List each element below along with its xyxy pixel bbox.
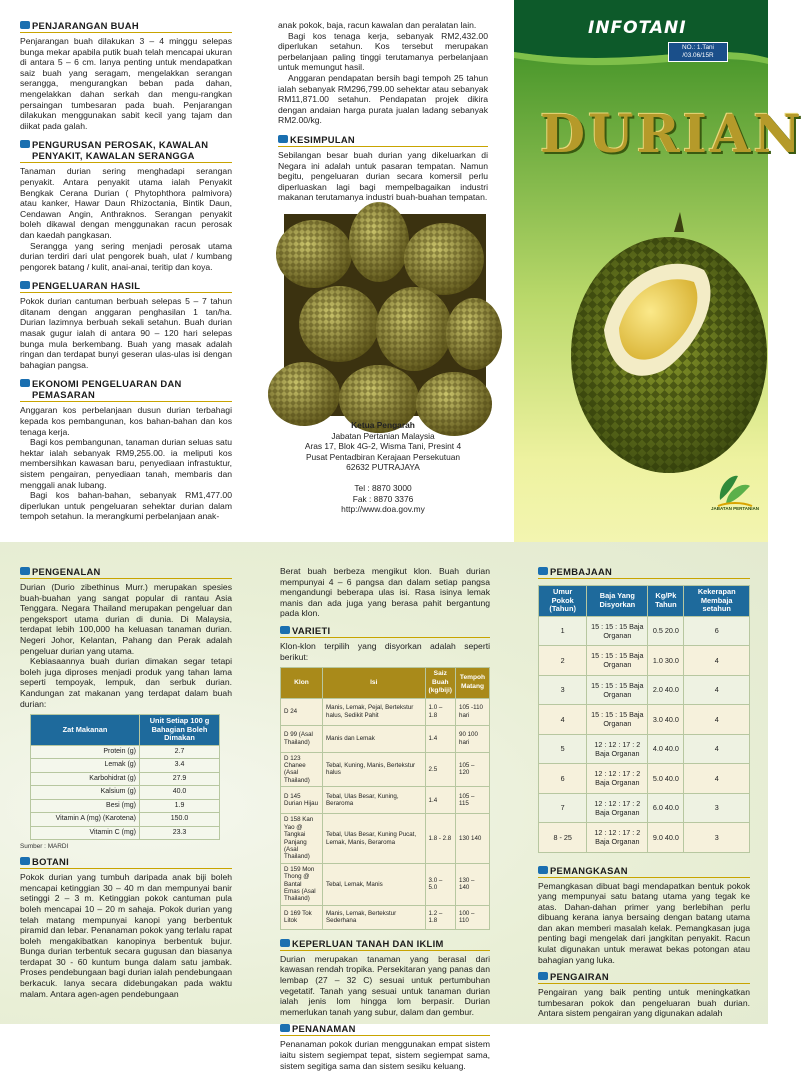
table-cell: Vitamin C (mg) [31,826,140,840]
table-cell: Protein (g) [31,745,140,759]
durian-fruit-image [534,210,768,480]
table-cell: 4 [684,734,750,764]
table-row [281,752,490,787]
table-cell: D 169 Tok Litok [281,905,323,929]
table-cell: 23.3 [140,826,220,840]
panel-top-middle [278,20,488,203]
panel-bottom-middle [280,566,490,1071]
table-cell: Manis, Lemak, Pejal, Bertekstur halus, Sedikit Pahit [323,698,426,725]
table-cell: 4 [539,705,587,735]
table-cell: 1.9 [140,799,220,813]
table-cell: 12 : 12 : 17 : 2 Baja Organan [587,793,648,823]
table-cell: Kalsium (g) [31,786,140,800]
variety-table [280,667,490,930]
table-header: Kekerapan Membaja setahun [684,586,750,617]
paragraph: Anggaran pendapatan bersih bagi tempoh 25 tahun ialah sebanyak RM296,799.00 sehektar atau sebanyak RM11,871.00 setahun. Pendapatan projek dikira dengan andaian harga purata jualan ladang sebanyak RM2.00/kg. [278,72,488,126]
paragraph: Kebiasaannya buah durian dimakan segar tetapi boleh juga diproses menjadi produk yang tahan lama seperti tempoyak, lempuk, dan serbuk durian. Kandungan zat makanan yang terdapat dalam buah durian: [20,656,232,709]
table-cell: 105 – 120 [456,752,490,787]
paragraph: Penjarangan buah dilakukan 3 – 4 minggu selepas bunga mekar apabila putik buah telah mencapai ukuran di antara 5 – 6 cm. Ianya penting untuk mendapatkan saiz buah yang seragam, mengelakkan serangan serangga, mengurangkan beban pada dahan, mengelakkan dahan serkah dan mengu-rangkan persaingan tumbesaran pada buah. Penjarangan dilakukan menggunakan sabit kecil yang tajam dan diikat pada galah. [20,36,232,131]
fertilizer-table [538,585,750,853]
table-row [281,905,490,929]
paragraph: Bagi kos tenaga kerja, sebanyak RM2,432.00 diperlukan setahun. Kos tersebut merupakan perbelanjaan paling tinggi terutamanya perbelanjaan untuk memungut hasil. [278,30,488,73]
paragraph: Penanaman pokok durian menggunakan empat sistem iaitu sistem segiempat tepat, sistem segiempat sama, sistem segitiga sama dan sistem sesiku keluang. [280,1039,490,1071]
cover-panel [514,0,804,542]
table-row [539,793,750,823]
table-row [31,745,220,759]
code-line: /03.06/15R [682,52,714,59]
table-row [539,734,750,764]
table-cell: 130 140 [456,814,490,863]
contact-web[interactable]: http://www.doa.gov.my [341,504,425,515]
table-row [31,813,220,827]
table-cell: Vitamin A (mg) (Karotena) [31,813,140,827]
table-cell: 105 -110 hari [456,698,490,725]
section-heading-botani: BOTANI [20,856,232,869]
table-row [539,823,750,853]
table-cell: 3.4 [140,759,220,773]
paragraph: anak pokok, baja, racun kawalan dan peralatan lain. [278,20,477,30]
table-cell: 12 : 12 : 17 : 2 Baja Organan [587,764,648,794]
table-row [281,698,490,725]
table-cell: 2.7 [140,745,220,759]
section-heading-pembajaan: PEMBAJAAN [538,566,750,579]
table-header: Umur Pokok (Tahun) [539,586,587,617]
publication-code [668,42,728,62]
section-heading-pengairan: PENGAIRAN [538,971,750,984]
table-cell: D 145 Durian Hijau [281,787,323,814]
table-cell: 3 [684,793,750,823]
table-cell: Tebal, Lemak, Manis [323,863,426,905]
table-header: Unit Setiap 100 g Bahagian Boleh Dimakan [140,715,220,746]
table-row [281,787,490,814]
table-cell: 90 100 hari [456,725,490,752]
table-cell: 1.4 [425,725,455,752]
section-heading-keperluan: KEPERLUAN TANAH DAN IKLIM [280,938,490,951]
table-header: Klon [281,668,323,699]
table-cell: D 158 Kan Yao @ Tangkai Panjang (Asal Thailand) [281,814,323,863]
table-cell: 1.2 – 1.8 [425,905,455,929]
table-cell: Manis dan Lemak [323,725,426,752]
table-cell: 3 [539,675,587,705]
section-heading-varieti: VARIETI [280,625,490,638]
table-cell: Tebal, Kuning, Manis, Bertekstur halus [323,752,426,787]
table-cell: 2.5 [425,752,455,787]
table-cell: 27.9 [140,772,220,786]
jabatan-pertanian-logo [708,470,758,522]
section-heading-pengurusan: PENGURUSAN PEROSAK, KAWALAN PENYAKIT, KAWALAN SERANGGA [20,139,232,163]
table-row [539,646,750,676]
table-header: Saiz Buah (kg/biji) [425,668,455,699]
table-cell: Manis, Lemak, Bertekstur Sederhana [323,905,426,929]
table-cell: 4.0 40.0 [648,734,684,764]
table-cell: 15 : 15 : 15 Baja Organan [587,616,648,646]
table-cell: 9.0 40.0 [648,823,684,853]
table-cell: 2 [539,646,587,676]
contact-line: Jabatan Pertanian Malaysia [331,430,435,441]
table-cell: 1.0 30.0 [648,646,684,676]
paragraph: Bagi kos pembangunan, tanaman durian seluas satu hektar ialah sebanyak RM9,255.00. ia meliputi kos membersihkan kawasan baru, penyediaan infrastuktur, sistem pengairan, penyediaan tanah, membaris dan menggali anak lubang. [20,437,232,490]
table-row [31,786,220,800]
paragraph: Pokok durian cantuman berbuah selepas 5 – 7 tahun ditanam dengan anggaran penghasilan 1 tan/ha. Durian lazimnya berbuah sekali setahun. Buah durian masak gugur ialah di antara 90 – 120 hari selepas bunga mula berkembang. Buah yang masak adalah ringan dan terdapat bunyi geseran ulas-ulas isi dengan bahagian pangsa. [20,296,232,370]
table-row [539,764,750,794]
table-cell: Tebal, Ulas Besar, Kuning, Beraroma [323,787,426,814]
table-cell: Besi (mg) [31,799,140,813]
table-cell: 5.0 40.0 [648,764,684,794]
table-header: Tempoh Matang [456,668,490,699]
table-cell: 3 [684,823,750,853]
paragraph: Pengairan yang baik penting untuk meningkatkan tumbesaran pokok dan pengeluaran buah durian. Antara sistem pengairan yang digunakan adalah [538,987,750,1019]
table-cell: Lemak (g) [31,759,140,773]
table-row [281,814,490,863]
nutrition-table [30,714,220,840]
paragraph: Klon-klon terpilih yang disyorkan adalah seperti berikut: [280,640,490,662]
table-cell: 12 : 12 : 17 : 2 Baja Organan [587,734,648,764]
table-cell: 8 - 25 [539,823,587,853]
contact-tel: Tel : 8870 3000 [354,482,412,493]
table-row [31,799,220,813]
table-cell: 1.8 - 2.8 [425,814,455,863]
table-cell: 4 [684,646,750,676]
paragraph: Tanaman durian sering menghadapi serangan penyakit. Antara penyakit utama ialah Penyakit Bengkak Cerana Durian ( Phytophthora palmivora) atau kanker, Hawar Daun Rhizoctania, Bintik Daun, Cendawan Angin, Anthraknos. Serangan penyakit boleh dikawal dengan menggunakan racun perosak dan kaedah pangkasan. [20,166,232,240]
table-cell: 100 – 110 [456,905,490,929]
table-header: Kg/Pk Tahun [648,586,684,617]
panel-bottom-right [538,566,750,1019]
table-cell: 15 : 15 : 15 Baja Organan [587,646,648,676]
section-heading-penanaman: PENANAMAN [280,1023,490,1036]
contact-fax: Fak : 8870 3376 [352,493,414,504]
paragraph: Durian (Durio zibethinus Murr.) merupakan spesies buah-buahan yang sangat popular di rantau Asia Tenggara. Negara Thailand merupakan pengeluar dan pengeksport utama durian di dunia. Di Malaysia, terdapat lebih 100,000 ha keluasan tanaman durian. Negeri Johor, Kelantan, Pahang dan Perak adalah pengeluar durian yang utama. [20,582,232,656]
section-heading-penjarangan: PENJARANGAN BUAH [20,20,232,33]
section-heading-pemangkasan: PEMANGKASAN [538,865,750,878]
table-row [539,616,750,646]
table-cell: 1.0 – 1.8 [425,698,455,725]
table-cell: 4 [684,705,750,735]
paragraph: Pokok durian yang tumbuh daripada anak biji boleh mencapai ketinggian 30 – 40 m dan mempunyai banir setinggi 2 – 3 m. Ketinggian pokok cantuman pula boleh mencapai 10 – 20 m sahaja. Pokok durian yang telah matang mempunyai kanopi yang berbentuk piramid dan lebar. Penanaman pokok yang terlalu rapat boleh mengakibatkan kanopinya berbentuk bujur. Bunga durian terbentuk secara gugusan dan biasanya terdapat 30 - 60 kuntum bunga dalam satu jambak. Proses pendebungaan bagi durian ialah pendebungaan berkacuk. Ianya secara didebungakan pada waktu malam. Antara agen-agen pendebungaan [20,872,232,999]
paragraph: Durian merupakan tanaman yang berasal dari kawasan rendah tropika. Persekitaran yang panas dan lembap (27 – 32 C) sesuai untuk pertumbuhan vegetatif. Tanah yang sesuai untuk tanaman durian ialah jenis lom hingga lom berpasir. Durian memerlukan tanah yang subur, dalam dan gembur. [280,953,490,1017]
section-heading-kesimpulan: KESIMPULAN [278,134,488,147]
contact-block [278,420,488,515]
table-cell: 7 [539,793,587,823]
cover-title: DURIAN [540,104,804,165]
paragraph: Serangga yang sering menjadi perosak utama durian terdiri dari ulat pengorek buah, ulat / kumbang pengorek batang / kulit, anai-anai, teritip dan koya. [20,240,232,272]
paragraph: Berat buah berbeza mengikut klon. Buah durian mempunyai 4 – 6 pangsa dan dalam setiap pangsa mengandungi beberapa ulas isi. Rasa isinya lemak manis dan ada juga yang berasa pahit bergantung pada klon. [280,566,490,619]
table-cell: 3.0 40.0 [648,705,684,735]
section-heading-pengeluaran: PENGELUARAN HASIL [20,280,232,293]
table-cell: D 159 Mon Thong @ Bantal Emas (Asal Thailand) [281,863,323,905]
table-cell: 6 [684,616,750,646]
paragraph: Pemangkasan dibuat bagi mendapatkan bentuk pokok yang mempunyai satu batang utama yang tegak ke atas. Dahan-dahan primer yang berlebihan perlu dibuang kerana ianya bersaing dengan batang utama dan akan memberi masalah kelak. Pemangkasan juga penting bagi mengelak dari jangkitan penyakit. Racun kulat digunakan untuk merawat bekas potongan atau bahagian yang luka. [538,880,750,965]
brand-logo: INFOTANI [588,18,687,38]
table-cell: 5 [539,734,587,764]
table-cell: 2.0 40.0 [648,675,684,705]
table-header: Zat Makanan [31,715,140,746]
table-row [31,826,220,840]
panel-bottom-left [20,566,232,999]
contact-line: 62632 PUTRAJAYA [346,462,420,473]
section-heading-ekonomi: EKONOMI PENGELUARAN DAN PEMASARAN [20,378,232,402]
table-cell: 1 [539,616,587,646]
table-cell: 40.0 [140,786,220,800]
table-row [539,675,750,705]
table-cell: 0.5 20.0 [648,616,684,646]
contact-title: Ketua Pengarah [351,420,415,430]
table-cell: 6 [539,764,587,794]
table-cell: 3.0 – 5.0 [425,863,455,905]
table-cell: 15 : 15 : 15 Baja Organan [587,675,648,705]
jabatan-logo-text: JABATAN PERTANIAN [711,506,759,511]
table-row [31,759,220,773]
panel-top-left [20,20,232,522]
table-header: Baja Yang Disyorkan [587,586,648,617]
table-cell: 1.4 [425,787,455,814]
table-cell: 12 : 12 : 17 : 2 Baja Organan [587,823,648,853]
table-cell: 6.0 40.0 [648,793,684,823]
paragraph: Bagi kos bahan-bahan, sebanyak RM1,477.00 diperlukan untuk pengeluaran sehektar durian dalam tempoh setahun. Ia merangkumi perbelanjaan anak- [20,490,232,522]
section-heading-pengenalan: PENGENALAN [20,566,232,579]
table-cell: 15 : 15 : 15 Baja Organan [587,705,648,735]
durian-pile-photo [284,214,486,416]
table-row [281,725,490,752]
paragraph: Sebilangan besar buah durian yang dikeluarkan di Negara ini adalah untuk pasaran tempatan. Namun begitu, pengeluaran durian secara komersil perlu diperluaskan lagi bagi mempelbagaikan industri makanan terutamanya industri buah-buahan tempatan. [278,149,488,203]
table-cell: 150.0 [140,813,220,827]
paragraph: Anggaran kos perbelanjaan dusun durian terbahagi kepada kos pembangunan, kos bahan-bahan dan kos tenaga kerja. [20,405,232,437]
table-row [281,863,490,905]
table-cell: D 24 [281,698,323,725]
table-cell: 130 – 140 [456,863,490,905]
table-cell: D 99 (Asal Thailand) [281,725,323,752]
table-row [539,705,750,735]
table-row [31,772,220,786]
source-note: Sumber : MARDI [20,843,69,851]
table-cell: 4 [684,764,750,794]
contact-line: Aras 17, Blok 4G-2, Wisma Tani, Presint 4 [304,441,462,452]
contact-line: Pusat Pentadbiran Kerajaan Persekutuan [305,451,461,462]
table-cell: D 123 Chanee (Asal Thailand) [281,752,323,787]
table-cell: Tebal, Ulas Besar, Kuning Pucat, Lemak, Manis, Beraroma [323,814,426,863]
table-cell: 4 [684,675,750,705]
table-cell: Karbohidrat (g) [31,772,140,786]
code-line: NO.: 1.Tani [682,44,714,51]
table-header: Isi [323,668,426,699]
table-cell: 105 – 115 [456,787,490,814]
